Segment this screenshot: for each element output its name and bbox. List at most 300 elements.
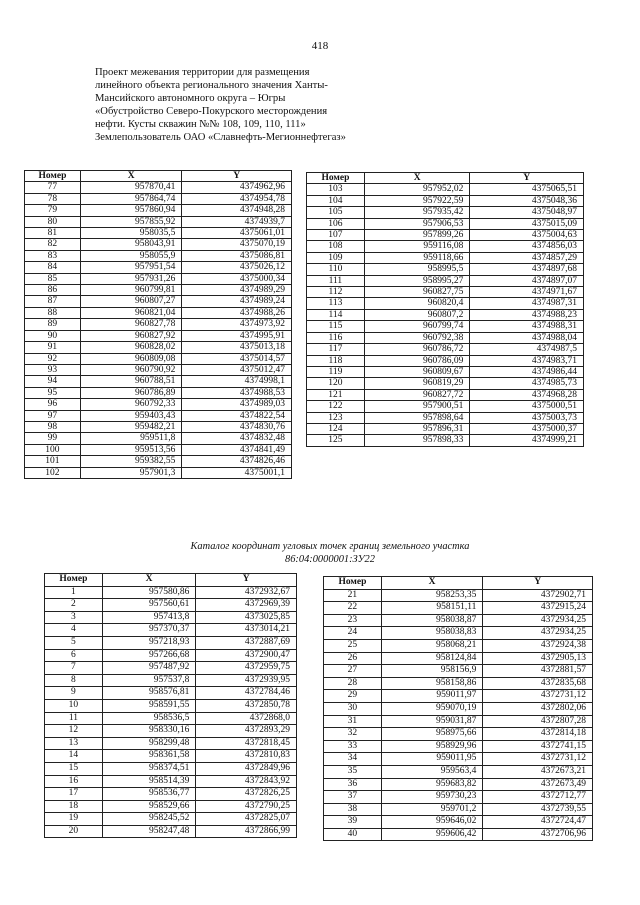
y-coordinate: 4372868,0	[196, 712, 297, 725]
table-body	[25, 182, 292, 479]
y-coordinate: 4372826,25	[196, 788, 297, 801]
table-body	[324, 589, 593, 841]
x-coordinate: 959646,02	[381, 816, 483, 829]
header-line: нефти. Кусты скважин №№ 108, 109, 110, 111»	[95, 119, 306, 130]
column-header-x: X	[364, 173, 470, 184]
table-row	[324, 627, 593, 640]
table-row	[25, 216, 292, 227]
x-coordinate: 958299,48	[102, 737, 196, 750]
x-coordinate: 959683,82	[381, 778, 483, 791]
header-line: Землепользователь ОАО «Славнефть-Мегионнефтегаз»	[95, 132, 346, 143]
x-coordinate: 959118,66	[364, 252, 470, 263]
table-row	[25, 387, 292, 398]
point-number: 13	[45, 737, 103, 750]
table-row	[25, 205, 292, 216]
point-number: 88	[25, 307, 81, 318]
table-row	[307, 366, 584, 377]
table-header-row	[25, 171, 292, 182]
y-coordinate: 4374983,71	[470, 355, 584, 366]
point-number: 114	[307, 309, 365, 320]
x-coordinate: 958929,96	[381, 740, 483, 753]
table-row	[45, 586, 297, 599]
x-coordinate: 957899,26	[364, 230, 470, 241]
y-coordinate: 4372706,96	[483, 828, 593, 841]
x-coordinate: 959031,87	[381, 715, 483, 728]
x-coordinate: 958529,66	[102, 800, 196, 813]
table-row	[45, 712, 297, 725]
point-number: 34	[324, 753, 382, 766]
x-coordinate: 958124,84	[381, 652, 483, 665]
table-header-row	[45, 574, 297, 587]
table-header-row	[324, 577, 593, 590]
table-row	[307, 435, 584, 446]
point-number: 113	[307, 298, 365, 309]
x-coordinate: 957951,54	[80, 262, 182, 273]
table-row	[45, 649, 297, 662]
x-coordinate: 960799,81	[80, 285, 182, 296]
point-number: 27	[324, 665, 382, 678]
table-row	[25, 467, 292, 478]
table-row	[324, 702, 593, 715]
x-coordinate: 958576,81	[102, 687, 196, 700]
point-number: 105	[307, 207, 365, 218]
y-coordinate: 4372810,83	[196, 750, 297, 763]
y-coordinate: 4372790,25	[196, 800, 297, 813]
table-row	[324, 665, 593, 678]
point-number: 25	[324, 639, 382, 652]
point-number: 99	[25, 433, 81, 444]
y-coordinate: 4374971,67	[470, 287, 584, 298]
point-number: 122	[307, 401, 365, 412]
y-coordinate: 4374962,96	[182, 182, 292, 193]
point-number: 86	[25, 285, 81, 296]
table-row	[307, 309, 584, 320]
column-header-y: Y	[470, 173, 584, 184]
x-coordinate: 957870,41	[80, 182, 182, 193]
y-coordinate: 4372807,28	[483, 715, 593, 728]
y-coordinate: 4374856,03	[470, 241, 584, 252]
point-number: 110	[307, 264, 365, 275]
x-coordinate: 958536,77	[102, 788, 196, 801]
point-number: 112	[307, 287, 365, 298]
table-row	[45, 624, 297, 637]
x-coordinate: 960786,72	[364, 344, 470, 355]
point-number: 28	[324, 677, 382, 690]
point-number: 2	[45, 599, 103, 612]
y-coordinate: 4374939,7	[182, 216, 292, 227]
point-number: 18	[45, 800, 103, 813]
x-coordinate: 960809,08	[80, 353, 182, 364]
x-coordinate: 959482,21	[80, 421, 182, 432]
x-coordinate: 957898,33	[364, 435, 470, 446]
point-number: 111	[307, 275, 365, 286]
y-coordinate: 4372818,45	[196, 737, 297, 750]
x-coordinate: 957864,74	[80, 193, 182, 204]
point-number: 31	[324, 715, 382, 728]
x-coordinate: 957560,61	[102, 599, 196, 612]
point-number: 104	[307, 195, 365, 206]
x-coordinate: 958995,27	[364, 275, 470, 286]
y-coordinate: 4372934,25	[483, 627, 593, 640]
point-number: 32	[324, 728, 382, 741]
table-row	[307, 412, 584, 423]
table-row	[324, 602, 593, 615]
table-row	[324, 589, 593, 602]
point-number: 14	[45, 750, 103, 763]
y-coordinate: 4372893,29	[196, 725, 297, 738]
x-coordinate: 958156,9	[381, 665, 483, 678]
table-row	[45, 611, 297, 624]
point-number: 23	[324, 614, 382, 627]
y-coordinate: 4375070,19	[182, 239, 292, 250]
table-row	[307, 275, 584, 286]
point-number: 11	[45, 712, 103, 725]
y-coordinate: 4375048,97	[470, 207, 584, 218]
x-coordinate: 957901,3	[80, 467, 182, 478]
point-number: 103	[307, 184, 365, 195]
y-coordinate: 4372902,71	[483, 589, 593, 602]
point-number: 36	[324, 778, 382, 791]
column-header-number: Номер	[45, 574, 103, 587]
column-header-y: Y	[483, 577, 593, 590]
table-row	[307, 287, 584, 298]
y-coordinate: 4372924,38	[483, 639, 593, 652]
y-coordinate: 4372915,24	[483, 602, 593, 615]
table-row	[45, 762, 297, 775]
x-coordinate: 960827,78	[80, 319, 182, 330]
y-coordinate: 4374989,03	[182, 399, 292, 410]
x-coordinate: 958591,55	[102, 699, 196, 712]
point-number: 39	[324, 816, 382, 829]
point-number: 98	[25, 421, 81, 432]
x-coordinate: 958514,39	[102, 775, 196, 788]
x-coordinate: 957218,93	[102, 636, 196, 649]
y-coordinate: 4375013,18	[182, 342, 292, 353]
x-coordinate: 960827,72	[364, 389, 470, 400]
table-row	[307, 298, 584, 309]
point-number: 87	[25, 296, 81, 307]
point-number: 125	[307, 435, 365, 446]
table-header-row	[307, 173, 584, 184]
point-number: 33	[324, 740, 382, 753]
table-row	[324, 740, 593, 753]
table-body	[45, 586, 297, 838]
y-coordinate: 4375086,81	[182, 250, 292, 261]
table-row	[324, 828, 593, 841]
x-coordinate: 958068,21	[381, 639, 483, 652]
table-row	[45, 599, 297, 612]
x-coordinate: 960828,02	[80, 342, 182, 353]
x-coordinate: 960807,2	[364, 309, 470, 320]
point-number: 40	[324, 828, 382, 841]
y-coordinate: 4372784,46	[196, 687, 297, 700]
x-coordinate: 960819,29	[364, 378, 470, 389]
x-coordinate: 960790,92	[80, 364, 182, 375]
table-row	[324, 728, 593, 741]
table-row	[307, 378, 584, 389]
point-number: 119	[307, 366, 365, 377]
y-coordinate: 4375015,09	[470, 218, 584, 229]
point-number: 38	[324, 803, 382, 816]
x-coordinate: 960827,92	[80, 330, 182, 341]
table-row	[25, 330, 292, 341]
y-coordinate: 4374897,68	[470, 264, 584, 275]
point-number: 24	[324, 627, 382, 640]
caption-title: Каталог координат угловых точек границ земельного участка	[190, 541, 470, 552]
coordinates-table-4	[323, 576, 593, 841]
x-coordinate: 960792,33	[80, 399, 182, 410]
point-number: 117	[307, 344, 365, 355]
table-row	[45, 750, 297, 763]
table-row	[25, 262, 292, 273]
y-coordinate: 4372866,99	[196, 825, 297, 838]
point-number: 100	[25, 444, 81, 455]
point-number: 101	[25, 456, 81, 467]
y-coordinate: 4375000,34	[182, 273, 292, 284]
point-number: 84	[25, 262, 81, 273]
x-coordinate: 957370,37	[102, 624, 196, 637]
x-coordinate: 958253,35	[381, 589, 483, 602]
x-coordinate: 958995,5	[364, 264, 470, 275]
y-coordinate: 4374988,53	[182, 387, 292, 398]
table-row	[25, 433, 292, 444]
y-coordinate: 4372887,69	[196, 636, 297, 649]
table-row	[25, 193, 292, 204]
point-number: 3	[45, 611, 103, 624]
coordinates-table-3	[44, 573, 297, 838]
y-coordinate: 4374988,26	[182, 307, 292, 318]
column-header-y: Y	[196, 574, 297, 587]
point-number: 10	[45, 699, 103, 712]
table-row	[25, 307, 292, 318]
y-coordinate: 4372724,47	[483, 816, 593, 829]
y-coordinate: 4372881,57	[483, 665, 593, 678]
coordinates-table-2	[306, 172, 584, 447]
point-number: 15	[45, 762, 103, 775]
x-coordinate: 960807,27	[80, 296, 182, 307]
table-row	[25, 444, 292, 455]
document-header	[95, 66, 415, 144]
y-coordinate: 4375004,63	[470, 230, 584, 241]
point-number: 12	[45, 725, 103, 738]
x-coordinate: 957935,42	[364, 207, 470, 218]
table-row	[324, 614, 593, 627]
table-row	[45, 737, 297, 750]
y-coordinate: 4375065,51	[470, 184, 584, 195]
table-row	[25, 364, 292, 375]
caption-cadastral-number: 86:04:0000001:ЗУ22	[285, 554, 375, 565]
x-coordinate: 958247,48	[102, 825, 196, 838]
y-coordinate: 4372673,49	[483, 778, 593, 791]
y-coordinate: 4372843,92	[196, 775, 297, 788]
point-number: 77	[25, 182, 81, 193]
table-row	[307, 401, 584, 412]
y-coordinate: 4372741,15	[483, 740, 593, 753]
y-coordinate: 4375001,1	[182, 467, 292, 478]
table-row	[25, 342, 292, 353]
x-coordinate: 959730,23	[381, 791, 483, 804]
y-coordinate: 4372712,77	[483, 791, 593, 804]
x-coordinate: 958536,5	[102, 712, 196, 725]
point-number: 95	[25, 387, 81, 398]
y-coordinate: 4374998,1	[182, 376, 292, 387]
x-coordinate: 957860,94	[80, 205, 182, 216]
x-coordinate: 958151,11	[381, 602, 483, 615]
y-coordinate: 4374897,07	[470, 275, 584, 286]
point-number: 92	[25, 353, 81, 364]
point-number: 82	[25, 239, 81, 250]
x-coordinate: 960786,09	[364, 355, 470, 366]
table-row	[324, 715, 593, 728]
y-coordinate: 4374985,73	[470, 378, 584, 389]
table-row	[324, 753, 593, 766]
column-header-number: Номер	[307, 173, 365, 184]
x-coordinate: 957413,8	[102, 611, 196, 624]
table-row	[307, 195, 584, 206]
x-coordinate: 960809,67	[364, 366, 470, 377]
point-number: 20	[45, 825, 103, 838]
table-row	[307, 344, 584, 355]
table-row	[45, 813, 297, 826]
x-coordinate: 959511,8	[80, 433, 182, 444]
x-coordinate: 959011,97	[381, 690, 483, 703]
table-row	[307, 332, 584, 343]
column-header-y: Y	[182, 171, 292, 182]
y-coordinate: 4374857,29	[470, 252, 584, 263]
table-row	[307, 241, 584, 252]
x-coordinate: 957580,86	[102, 586, 196, 599]
x-coordinate: 957898,64	[364, 412, 470, 423]
table-row	[324, 690, 593, 703]
y-coordinate: 4374948,28	[182, 205, 292, 216]
point-number: 97	[25, 410, 81, 421]
table-row	[307, 184, 584, 195]
table-row	[25, 319, 292, 330]
table-row	[307, 389, 584, 400]
y-coordinate: 4374830,76	[182, 421, 292, 432]
x-coordinate: 958158,86	[381, 677, 483, 690]
table-row	[45, 800, 297, 813]
table-row	[25, 182, 292, 193]
header-line: «Обустройство Северо-Покурского месторождения	[95, 106, 328, 117]
x-coordinate: 959011,95	[381, 753, 483, 766]
table-row	[45, 699, 297, 712]
point-number: 35	[324, 765, 382, 778]
point-number: 5	[45, 636, 103, 649]
point-number: 96	[25, 399, 81, 410]
point-number: 93	[25, 364, 81, 375]
y-coordinate: 4373014,21	[196, 624, 297, 637]
x-coordinate: 957855,92	[80, 216, 182, 227]
y-coordinate: 4375012,47	[182, 364, 292, 375]
y-coordinate: 4374832,48	[182, 433, 292, 444]
y-coordinate: 4372849,96	[196, 762, 297, 775]
table-row	[324, 677, 593, 690]
x-coordinate: 957537,8	[102, 674, 196, 687]
point-number: 116	[307, 332, 365, 343]
x-coordinate: 958043,91	[80, 239, 182, 250]
point-number: 81	[25, 228, 81, 239]
y-coordinate: 4372825,07	[196, 813, 297, 826]
column-header-number: Номер	[324, 577, 382, 590]
point-number: 17	[45, 788, 103, 801]
y-coordinate: 4373025,85	[196, 611, 297, 624]
coordinates-table-1	[24, 170, 292, 479]
y-coordinate: 4372900,47	[196, 649, 297, 662]
table-row	[25, 376, 292, 387]
y-coordinate: 4372731,12	[483, 690, 593, 703]
table-row	[25, 399, 292, 410]
x-coordinate: 959116,08	[364, 241, 470, 252]
header-line: Мансийского автономного округа – Югры	[95, 93, 286, 104]
x-coordinate: 958330,16	[102, 725, 196, 738]
y-coordinate: 4372814,18	[483, 728, 593, 741]
point-number: 83	[25, 250, 81, 261]
table-row	[307, 264, 584, 275]
x-coordinate: 957922,59	[364, 195, 470, 206]
header-line: Проект межевания территории для размещения	[95, 67, 310, 78]
table-row	[307, 252, 584, 263]
x-coordinate: 958035,5	[80, 228, 182, 239]
point-number: 26	[324, 652, 382, 665]
column-header-x: X	[381, 577, 483, 590]
y-coordinate: 4374954,78	[182, 193, 292, 204]
x-coordinate: 959563,4	[381, 765, 483, 778]
x-coordinate: 960820,4	[364, 298, 470, 309]
table-row	[324, 639, 593, 652]
y-coordinate: 4375000,37	[470, 423, 584, 434]
table-row	[25, 273, 292, 284]
point-number: 121	[307, 389, 365, 400]
x-coordinate: 960792,38	[364, 332, 470, 343]
point-number: 123	[307, 412, 365, 423]
table-row	[25, 250, 292, 261]
table-row	[324, 791, 593, 804]
table-row	[307, 218, 584, 229]
point-number: 37	[324, 791, 382, 804]
table-row	[25, 239, 292, 250]
point-number: 19	[45, 813, 103, 826]
x-coordinate: 959701,2	[381, 803, 483, 816]
y-coordinate: 4374999,21	[470, 435, 584, 446]
point-number: 78	[25, 193, 81, 204]
table-row	[324, 765, 593, 778]
x-coordinate: 958374,51	[102, 762, 196, 775]
y-coordinate: 4374989,24	[182, 296, 292, 307]
table-row	[25, 285, 292, 296]
y-coordinate: 4374973,92	[182, 319, 292, 330]
y-coordinate: 4375061,01	[182, 228, 292, 239]
y-coordinate: 4374841,49	[182, 444, 292, 455]
page-number: 418	[311, 40, 329, 52]
point-number: 9	[45, 687, 103, 700]
table-row	[324, 803, 593, 816]
table-row	[45, 725, 297, 738]
x-coordinate: 958055,9	[80, 250, 182, 261]
table-row	[25, 296, 292, 307]
table-row	[45, 775, 297, 788]
point-number: 22	[324, 602, 382, 615]
x-coordinate: 958361,58	[102, 750, 196, 763]
y-coordinate: 4372959,75	[196, 662, 297, 675]
table-row	[45, 662, 297, 675]
header-line: линейного объекта регионального значения Ханты-	[95, 80, 328, 91]
point-number: 107	[307, 230, 365, 241]
table-row	[25, 353, 292, 364]
x-coordinate: 957487,92	[102, 662, 196, 675]
x-coordinate: 957896,31	[364, 423, 470, 434]
x-coordinate: 957266,68	[102, 649, 196, 662]
